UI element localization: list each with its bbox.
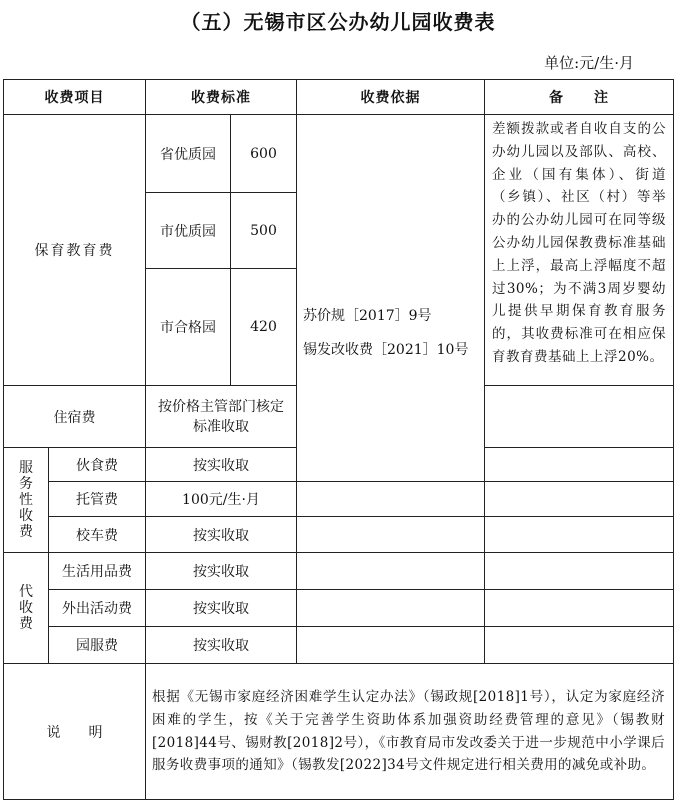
agency-remark <box>485 553 674 590</box>
basis-blank <box>297 482 485 517</box>
boarding-standard: 按价格主管部门核定标准收取 <box>146 386 297 448</box>
service-standard: 100元/生·月 <box>146 482 297 517</box>
service-item: 托管费 <box>49 482 146 517</box>
service-group-label <box>4 448 49 553</box>
service-char: 服 <box>19 460 33 476</box>
service-remark <box>485 517 674 553</box>
agency-item: 园服费 <box>49 627 146 664</box>
unit-label: 单位:元/生·月 <box>544 54 634 72</box>
service-standard: 按实收取 <box>146 448 297 482</box>
explanation-label: 说 明 <box>4 664 146 800</box>
basis-blank <box>297 590 485 627</box>
agency-item: 生活用品费 <box>49 553 146 590</box>
childcare-level: 市优质园 <box>146 193 231 269</box>
agency-char: 费 <box>19 616 33 632</box>
service-standard: 按实收取 <box>146 517 297 553</box>
page-title: （五）无锡市区公办幼儿园收费表 <box>180 10 496 34</box>
agency-group-label <box>4 553 49 664</box>
fee-table <box>3 79 674 800</box>
childcare-price: 420 <box>231 269 297 386</box>
service-char: 务 <box>19 476 33 492</box>
service-item: 校车费 <box>49 517 146 553</box>
service-item: 伙食费 <box>49 448 146 482</box>
service-char: 收 <box>19 508 33 524</box>
header-basis: 收费依据 <box>297 80 485 115</box>
header-item: 收费项目 <box>4 80 146 115</box>
childcare-price: 600 <box>231 115 297 193</box>
agency-standard: 按实收取 <box>146 627 297 664</box>
agency-remark <box>485 627 674 664</box>
agency-char: 收 <box>19 600 33 616</box>
header-standard: 收费标准 <box>146 80 297 115</box>
basis-blank <box>297 553 485 590</box>
childcare-price: 500 <box>231 193 297 269</box>
boarding-remark <box>485 386 674 448</box>
childcare-level: 市合格园 <box>146 269 231 386</box>
header-remark: 备 注 <box>485 80 674 115</box>
agency-standard: 按实收取 <box>146 590 297 627</box>
childcare-level: 省优质园 <box>146 115 231 193</box>
childcare-label: 保育教育费 <box>4 115 146 386</box>
basis-line: 锡发改收费［2021］10号 <box>303 342 469 358</box>
basis-blank <box>297 517 485 553</box>
agency-standard: 按实收取 <box>146 553 297 590</box>
childcare-remark: 差额拨款或者自收自支的公办幼儿园以及部队、高校、企业（国有集体）、街道（乡镇）、社区（村）等举办的公办幼儿园可在同等级公办幼儿园保教费标准基础上上浮，最高上浮幅度不超过30%；为不满3周岁婴幼儿提供早期保育教育服务的，其收费标准可在相应保育教育费基础上上浮20%。 <box>485 115 674 386</box>
service-char: 性 <box>19 492 33 508</box>
agency-char: 代 <box>19 584 33 600</box>
agency-remark <box>485 590 674 627</box>
service-remark <box>485 448 674 482</box>
boarding-label: 住宿费 <box>4 386 146 448</box>
service-remark <box>485 482 674 517</box>
agency-item: 外出活动费 <box>49 590 146 627</box>
basis-blank <box>297 627 485 664</box>
basis-cell <box>297 115 485 482</box>
explanation-text: 根据《无锡市家庭经济困难学生认定办法》（锡政规[2018]1号），认定为家庭经济困难的学生，按《关于完善学生资助体系加强资助经费管理的意见》（锡教财[2018]44号、锡财教[2018]2号），《市教育局市发改委关于进一步规范中小学课后服务收费事项的通知》（锡教发[2022]34号文件规定进行相关费用的减免或补助。 <box>146 664 674 800</box>
service-char: 费 <box>19 524 33 540</box>
basis-line: 苏价规［2017］9号 <box>303 308 432 324</box>
